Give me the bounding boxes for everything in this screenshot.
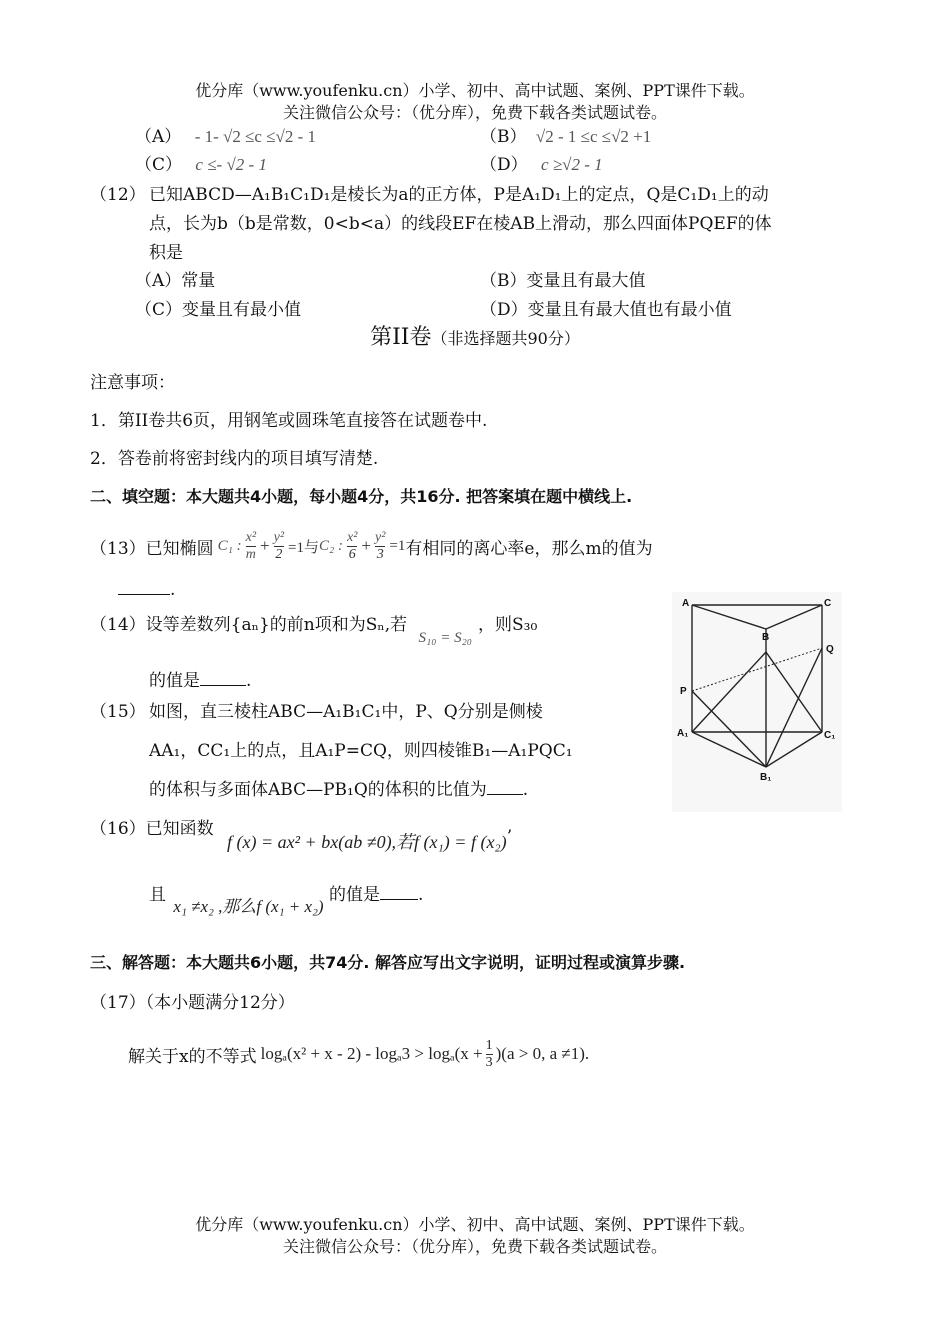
q12-line-2: 点，长为b（b是常数，0<b<a）的线段EF在棱AB上滑动，那么四面体PQEF的体: [149, 214, 772, 234]
q17-math-left: logₐ(x² + x - 2) - logₐ3 > logₐ(x +: [260, 1044, 483, 1063]
q13-frac-4: $\frac{\text{y²}}{3}$: [375, 530, 386, 562]
q13-eq-1: =1与: [288, 539, 320, 556]
q15-line-2: AA₁，CC₁上的点，且A₁P=CQ，则四棱锥B₁—A₁PQC₁: [149, 741, 573, 761]
q12-option-d: （D）变量且有最大值也有最小值: [480, 300, 732, 320]
q16: （16）已知函数 f (x) = ax² + bx(ab ≠0),若f (x₁) = f (x₂)’: [90, 819, 513, 852]
notes-item-2: 2．答卷前将密封线内的项目填写清楚.: [90, 449, 379, 469]
q15-number: （15）: [90, 702, 146, 722]
prism-figure: [672, 592, 842, 812]
q17-body: [128, 1030, 589, 1078]
fig-label-c1: C₁: [824, 730, 836, 741]
notes-title: 注意事项：: [90, 373, 175, 393]
q16-line2-math: x₁ ≠x₂ ,那么f (x₁ + x₂): [173, 897, 324, 916]
q13-c1: C₁ :: [217, 537, 242, 554]
q16-number: （16）: [90, 819, 146, 839]
fig-label-c: C: [824, 598, 832, 609]
footer-line-2: 关注微信公众号：（优分库），免费下载各类试题试卷。: [282, 1237, 667, 1256]
q12-line-1: 已知ABCD—A₁B₁C₁D₁是棱长为a的正方体，P是A₁D₁上的定点，Q是C₁D₁上的动: [149, 185, 769, 205]
q13-frac-2: $\frac{\text{y²}}{2}$: [273, 530, 285, 562]
fig-label-b1: B₁: [760, 772, 772, 783]
fig-label-a: A: [682, 598, 690, 609]
q13-suffix: 有相同的离心率e，那么m的值为: [405, 538, 653, 559]
notes-item-1: 1．第II卷共6页，用钢笔或圆珠笔直接答在试题卷中.: [90, 411, 488, 431]
section-title-sub: （非选择题共90分）: [431, 329, 580, 348]
q15-line-3: 的体积与多面体ABC—PB₁Q的体积的比值为 .: [149, 780, 529, 800]
q13-number: （13）: [90, 538, 146, 559]
q12-number: （12）: [90, 185, 146, 205]
q12-option-b: （B）变量且有最大值: [480, 271, 646, 291]
q17-title: （17）（本小题满分12分）: [90, 993, 295, 1013]
q11-option-c: （C） c ≤- √2 - 1: [135, 155, 267, 175]
q17-frac: $\frac{1}{3}$: [485, 1038, 493, 1070]
q12-option-a: （A）常量: [135, 271, 216, 291]
part3-heading: 三、解答题：本大题共6小题，共74分. 解答应写出文字说明，证明过程或演算步骤.: [90, 953, 686, 972]
q17-math-right: )(a > 0, a ≠1).: [495, 1044, 590, 1063]
section-title-main: 第II卷: [370, 325, 432, 350]
q11-option-b-math: √2 - 1 ≤c ≤√2 +1: [535, 127, 652, 146]
q14-text: 设等差数列{aₙ}的前n项和为Sₙ,若: [145, 615, 408, 635]
q14-line-2: 的值是 .: [149, 671, 252, 691]
q16-line-2: 且 x₁ ≠x₂ ,那么f (x₁ + x₂) 的值是 .: [149, 885, 424, 916]
q11-option-d-math: c ≥√2 - 1: [541, 155, 603, 174]
q14-number: （14）: [90, 615, 146, 635]
q11-option-a: （A） - 1- √2 ≤c ≤√2 - 1: [135, 127, 317, 147]
q11-option-b: （B） √2 - 1 ≤c ≤√2 +1: [480, 127, 652, 147]
section-title: [0, 320, 950, 351]
q17-prefix: 解关于x的不等式: [128, 1046, 257, 1067]
q13-c2: C₂ :: [319, 537, 343, 554]
fig-label-a1: A₁: [677, 728, 689, 739]
part2-heading: 二、填空题：本大题共4小题，每小题4分，共16分. 把答案填在题中横线上.: [90, 487, 633, 506]
q13-frac-3: $\frac{\text{x²}}{6}$: [346, 530, 358, 562]
q11-option-a-math: - 1- √2 ≤c ≤√2 - 1: [194, 127, 317, 146]
q11-option-d: （D） c ≥√2 - 1: [480, 155, 603, 175]
q13-answer-line: .: [118, 580, 175, 600]
q14-after: ，则S₃₀: [478, 615, 538, 635]
q11-option-c-math: c ≤- √2 - 1: [195, 155, 267, 174]
fig-label-q: Q: [826, 644, 834, 655]
q13-prefix: 已知椭圆: [145, 538, 214, 559]
q14: [90, 610, 538, 646]
header-line-2: 关注微信公众号：（优分库），免费下载各类试题试卷。: [282, 103, 667, 122]
fig-label-p: P: [680, 686, 687, 697]
q16-prefix: 已知函数: [145, 819, 214, 839]
q14-math: S₁₀ = S₂₀: [418, 630, 473, 646]
q15-line-1: 如图，直三棱柱ABC—A₁B₁C₁中，P、Q分别是侧棱: [149, 702, 543, 722]
q13: （13） 已知椭圆 C₁ : $\frac{\text{x²}}{m}$ + $\frac{\text{y²}}{2}$ =1与 C₂ : $\frac{\text{x²}}{6}$ + $\frac{\text{y²}}{3}$ =1 有相同的离心率e，那么m的值为: [90, 530, 653, 562]
q12-line-3: 积是: [149, 243, 183, 263]
q13-eq-2: =1: [389, 537, 406, 554]
q16-math: f (x) = ax² + bx(ab ≠0),若f (x₁) = f (x₂): [227, 832, 507, 852]
footer-line-1: 优分库（www.youfenku.cn）小学、初中、高中试题、案例、PPT课件下载。: [195, 1215, 755, 1234]
q13-frac-1: $\frac{\text{x²}}{m}$: [245, 530, 257, 562]
q12-option-c: （C）变量且有最小值: [135, 300, 302, 320]
fig-label-b: B: [762, 632, 770, 643]
header-line-1: 优分库（www.youfenku.cn）小学、初中、高中试题、案例、PPT课件下载。: [195, 81, 755, 100]
